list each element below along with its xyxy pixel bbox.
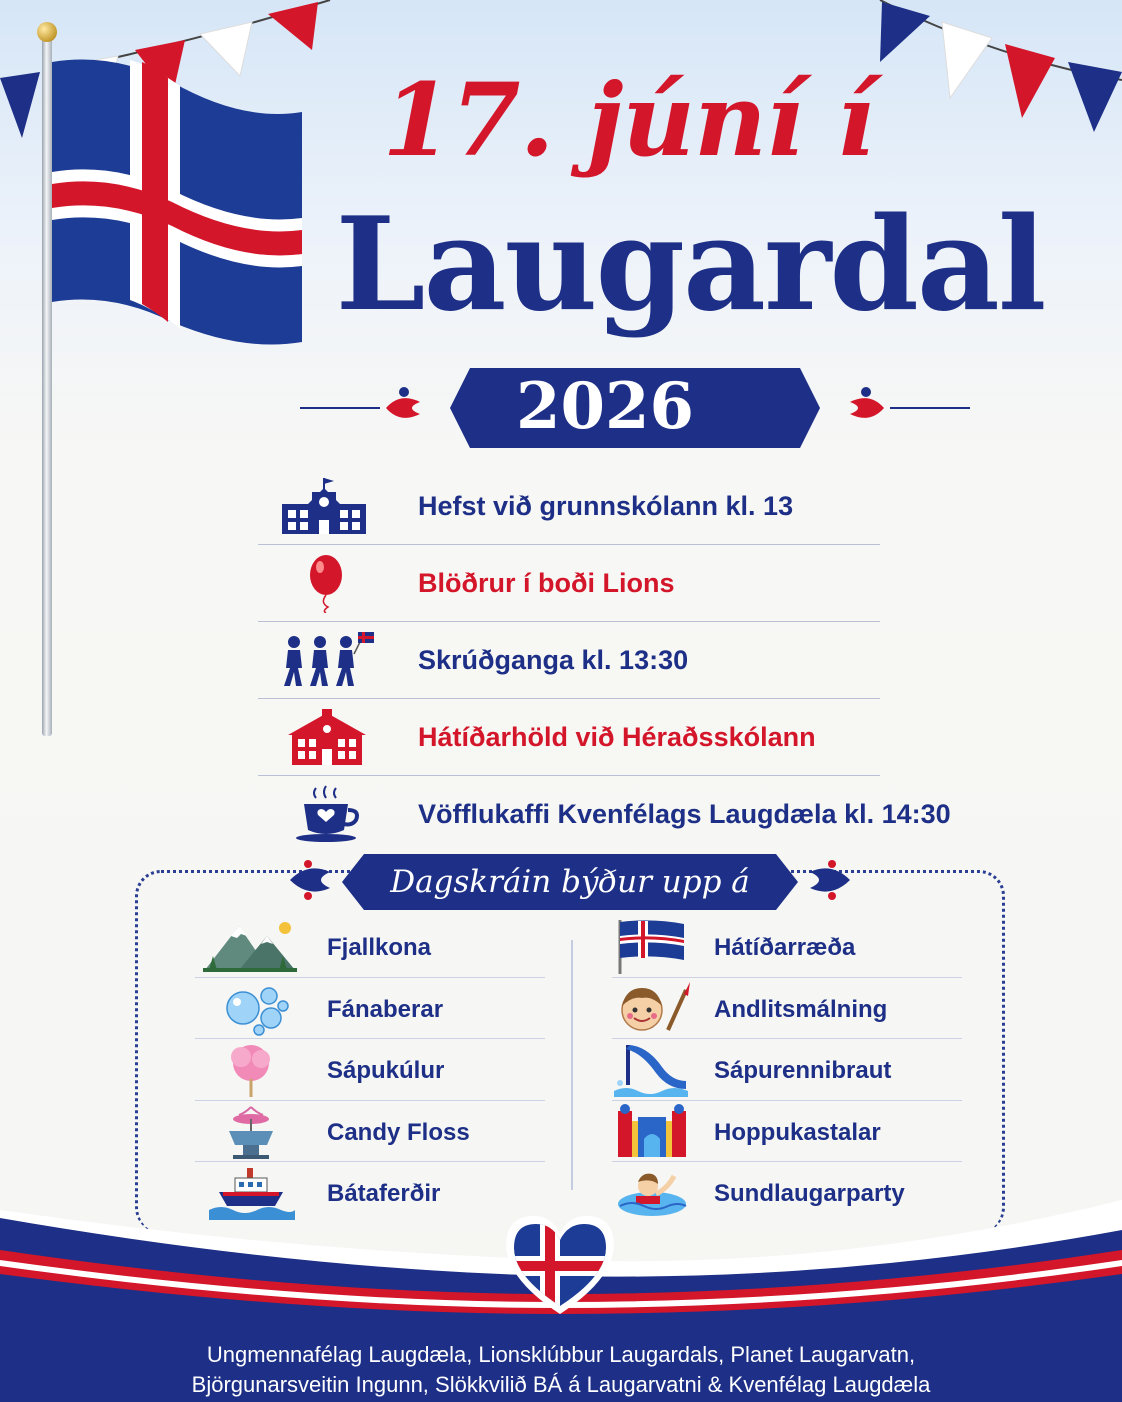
title-line2: Laugardal — [335, 190, 1045, 340]
balloon-icon — [274, 553, 374, 613]
program-item — [195, 978, 545, 1040]
program-item — [195, 916, 545, 978]
sponsors-line1: Ungmennafélag Laugdæla, Lionsklúbbur Laugardals, Planet Laugarvatn, — [206, 1342, 916, 1367]
program-label: Sápurennibraut — [714, 1057, 892, 1084]
cotton-candy-icon — [199, 1041, 299, 1097]
heart-flag-icon — [500, 1210, 620, 1320]
schedule-text: Skrúðganga kl. 13:30 — [418, 645, 689, 675]
schedule-item — [258, 622, 880, 699]
red-school-building-icon — [274, 707, 374, 767]
program-label: Bátaferðir — [327, 1180, 441, 1207]
bubbles-icon — [199, 980, 299, 1036]
program-label: Sundlaugarparty — [714, 1180, 905, 1207]
column-divider — [571, 940, 573, 1190]
face-paint-icon — [612, 980, 692, 1036]
program-item — [612, 978, 962, 1040]
program-item — [612, 916, 962, 978]
program-label: Andlitsmálning — [714, 995, 888, 1023]
program-label: Fjallkona — [327, 934, 432, 961]
schedule-item — [258, 468, 880, 545]
sponsors-text — [120, 1340, 1002, 1400]
program-item — [195, 1101, 545, 1163]
program-right-column — [612, 916, 962, 1223]
icelandic-flag-icon — [612, 918, 692, 974]
sponsors-line2: Björgunarsveitin Ingunn, Slökkvilið BÁ á Laugarvatni & Kvenfélag Laugdæla — [191, 1372, 931, 1397]
water-slide-icon — [612, 1041, 692, 1097]
schedule-text: Hefst við grunnskólann kl. 13 — [418, 491, 794, 521]
flagpole — [42, 36, 52, 736]
schedule-text: Vöfflukaffi Kvenfélags Laugdæla kl. 14:30 — [418, 799, 951, 829]
schedule-text: Hátíðarhöld við Héraðsskólann — [418, 722, 816, 752]
schedule-list — [258, 468, 951, 852]
flagpole-finial — [37, 22, 57, 42]
program-label: Hoppukastalar — [714, 1118, 881, 1146]
schedule-text: Blöðrur í boði Lions — [418, 568, 675, 598]
icelandic-flag-icon — [52, 52, 302, 352]
program-label: Candy Floss — [327, 1118, 470, 1146]
fountain-icon — [199, 1103, 299, 1159]
title-line1: 17. júní í — [382, 61, 874, 179]
program-label: Fánaberar — [327, 995, 444, 1023]
schedule-item — [258, 545, 880, 622]
program-label: Hátíðarræða — [714, 934, 856, 961]
program-item — [612, 1101, 962, 1163]
program-left-column — [195, 916, 545, 1223]
program-item — [195, 1039, 545, 1101]
program-title: Dagskráin býður upp á — [390, 864, 750, 900]
coffee-cup-icon — [274, 784, 374, 844]
program-label: Sápukúlur — [327, 1057, 445, 1084]
bouncy-castle-icon — [612, 1103, 692, 1159]
event-year: 2026 — [515, 369, 695, 444]
schedule-item — [258, 776, 951, 852]
school-building-icon — [274, 476, 374, 536]
schedule-item — [258, 699, 880, 776]
parade-people-icon — [274, 630, 374, 690]
mountain-icon — [199, 918, 299, 974]
program-item — [612, 1039, 962, 1101]
